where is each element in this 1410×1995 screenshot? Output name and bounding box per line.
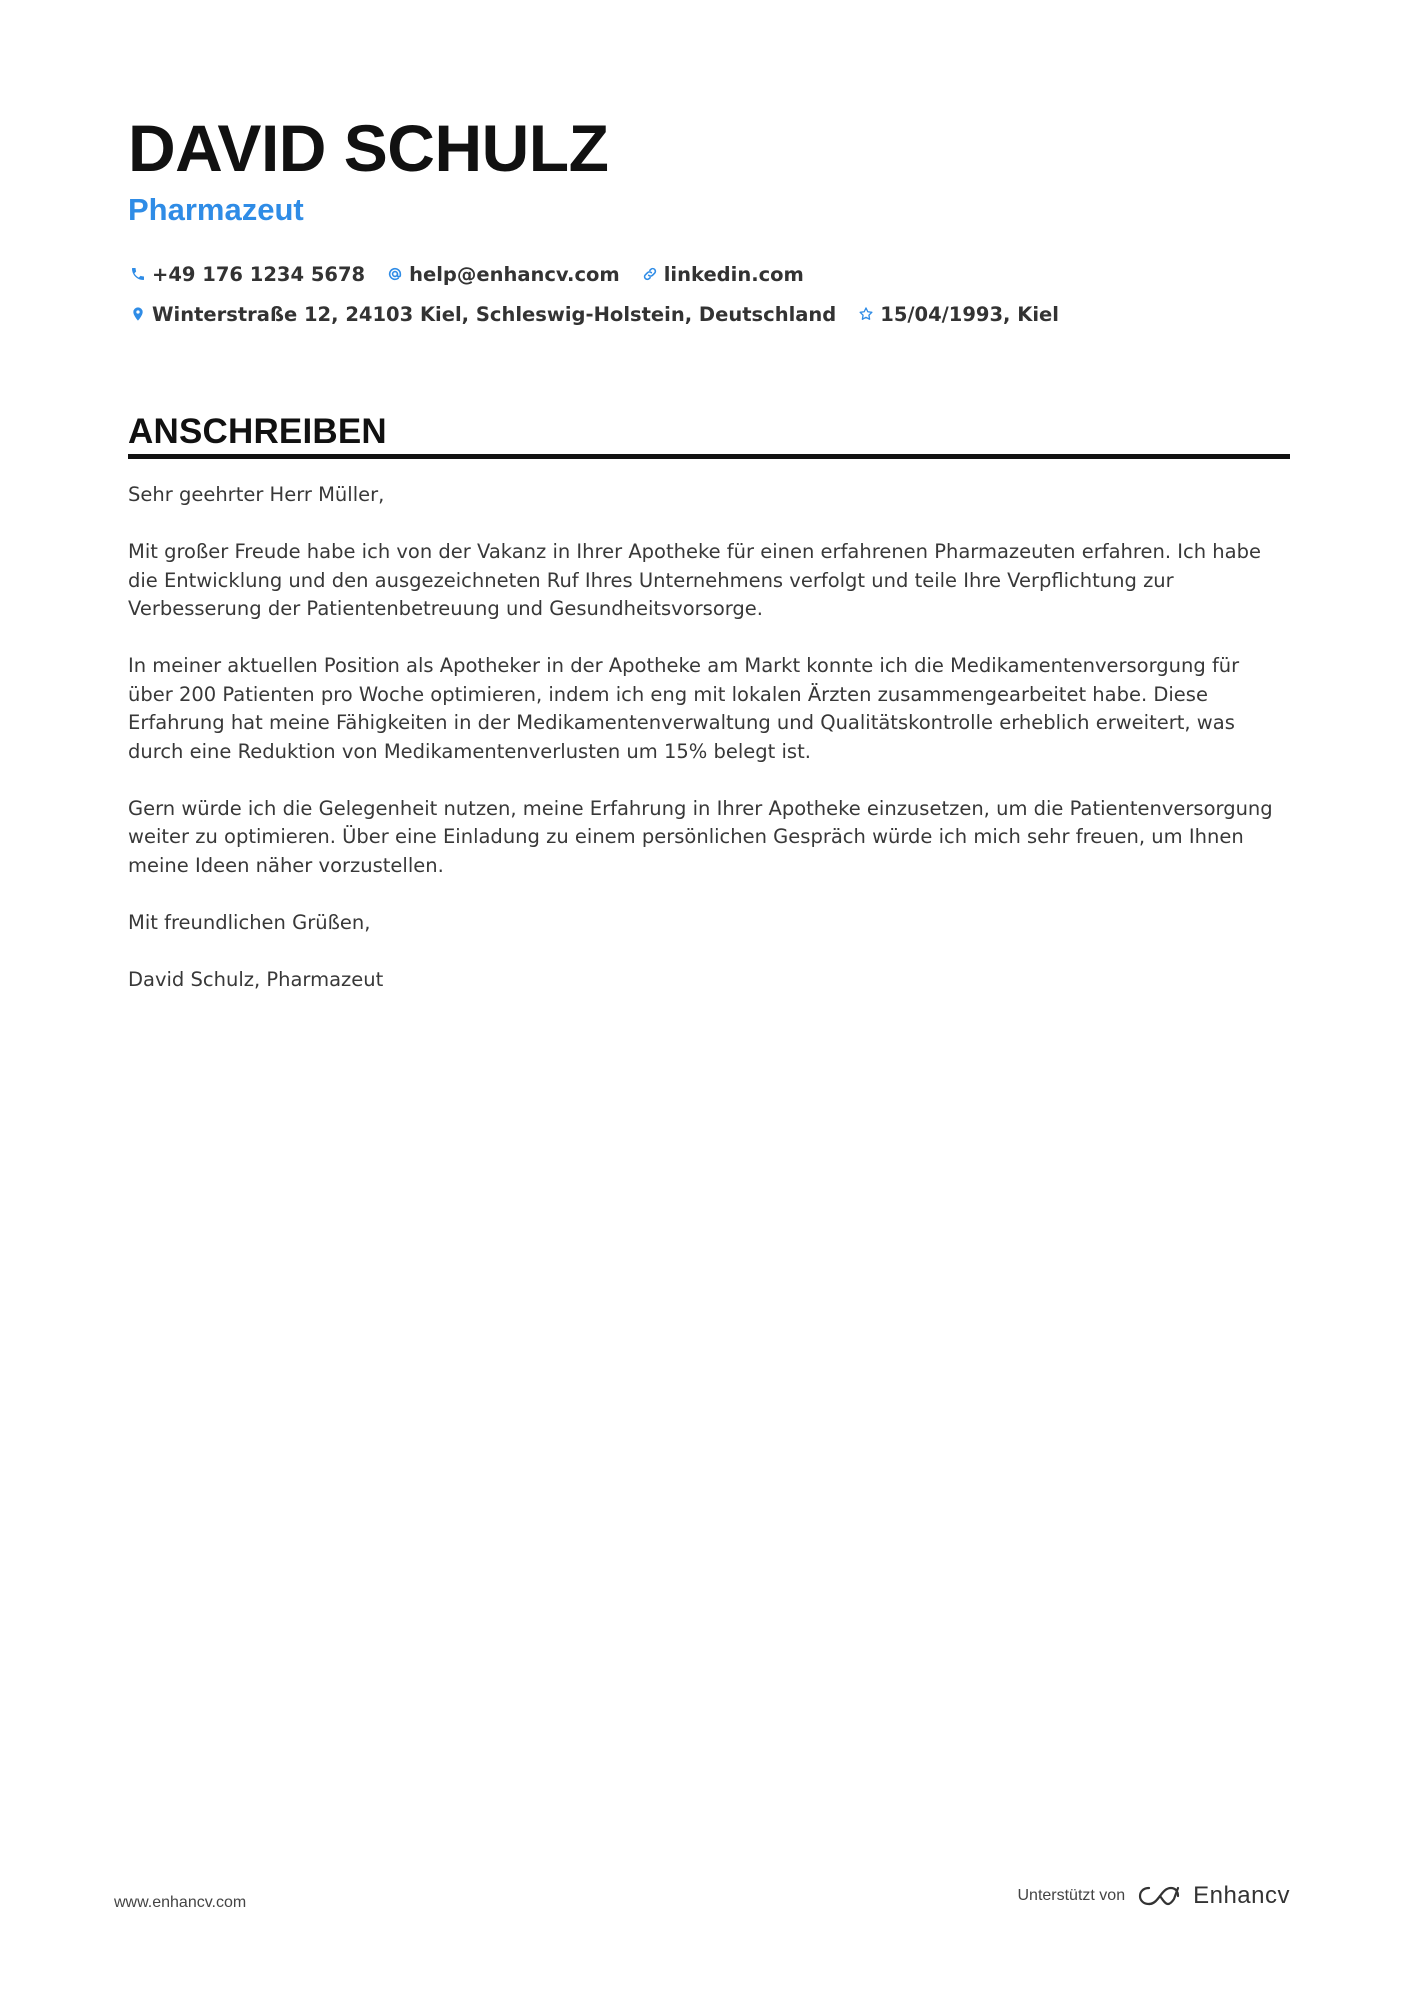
- section-heading: ANSCHREIBEN: [128, 412, 387, 451]
- linkedin-link[interactable]: linkedin.com: [663, 262, 804, 286]
- footer-branding: [1017, 1882, 1290, 1910]
- contact-row-2: [128, 294, 1290, 334]
- signature: David Schulz, Pharmazeut: [128, 967, 384, 991]
- contact-email: [385, 263, 620, 286]
- enhancv-logo[interactable]: [1137, 1882, 1290, 1910]
- contact-phone: [128, 263, 365, 286]
- birth-date-place: 15/04/1993, Kiel: [880, 302, 1059, 326]
- paragraph-experience: In meiner aktuellen Position als Apotheker in der Apotheke am Markt konnte ich die Medikamentenversorgung für über 200 Patienten pro Woche optimieren, indem ich eng mit lokalen Ärzten zusammengearbeitet habe. Diese Erfahrung hat meine Fähigkeiten in der Medikamentenverwaltung und Qualitätskontrolle erheblich erweitert, was durch eine Reduktion von Medikamentenverlusten um 15% belegt ist.: [128, 654, 1240, 763]
- enhancv-logo-icon: [1137, 1883, 1183, 1909]
- contact-linkedin: [640, 263, 804, 286]
- closing-phrase: Mit freundlichen Grüßen,: [128, 910, 371, 934]
- paragraph-closing: Gern würde ich die Gelegenheit nutzen, meine Erfahrung in Ihrer Apotheke einzusetzen, um die Patientenversorgung weiter zu optimieren. Über eine Einladung zu einem persönlichen Gespräch würde ich mich sehr freuen, um Ihnen meine Ideen näher vorzustellen.: [128, 796, 1273, 877]
- contact-info: [128, 254, 1290, 334]
- contact-address: [128, 303, 836, 326]
- link-icon: [640, 264, 660, 284]
- contact-birth: [856, 303, 1059, 326]
- at-icon: [385, 264, 405, 284]
- job-title: Pharmazeut: [128, 192, 304, 227]
- brand-name: Enhancv: [1193, 1882, 1290, 1909]
- email-address[interactable]: help@enhancv.com: [409, 262, 620, 286]
- contact-row-1: [128, 254, 1290, 294]
- resume-page: [128, 110, 1290, 1023]
- candidate-name: DAVID SCHULZ: [128, 111, 609, 185]
- salutation: Sehr geehrter Herr Müller,: [128, 483, 385, 506]
- star-icon: [856, 304, 876, 324]
- section-divider: [128, 454, 1290, 459]
- cover-letter-body: [128, 481, 1290, 994]
- powered-by-label: Unterstützt von: [1017, 1887, 1126, 1904]
- paragraph-intro: Mit großer Freude habe ich von der Vakanz in Ihrer Apotheke für einen erfahrenen Pharmazeuten erfahren. Ich habe die Entwicklung und den ausgezeichneten Ruf Ihres Unternehmens verfolgt und teile Ihre Verpflichtung zur Verbesserung der Patientenbetreuung und Gesundheitsvorsorge.: [128, 540, 1261, 620]
- address: Winterstraße 12, 24103 Kiel, Schleswig-Holstein, Deutschland: [152, 302, 837, 326]
- phone-icon: [128, 264, 148, 284]
- phone-number[interactable]: +49 176 1234 5678: [152, 262, 366, 286]
- location-pin-icon: [128, 304, 148, 324]
- footer-website[interactable]: www.enhancv.com: [114, 1894, 247, 1911]
